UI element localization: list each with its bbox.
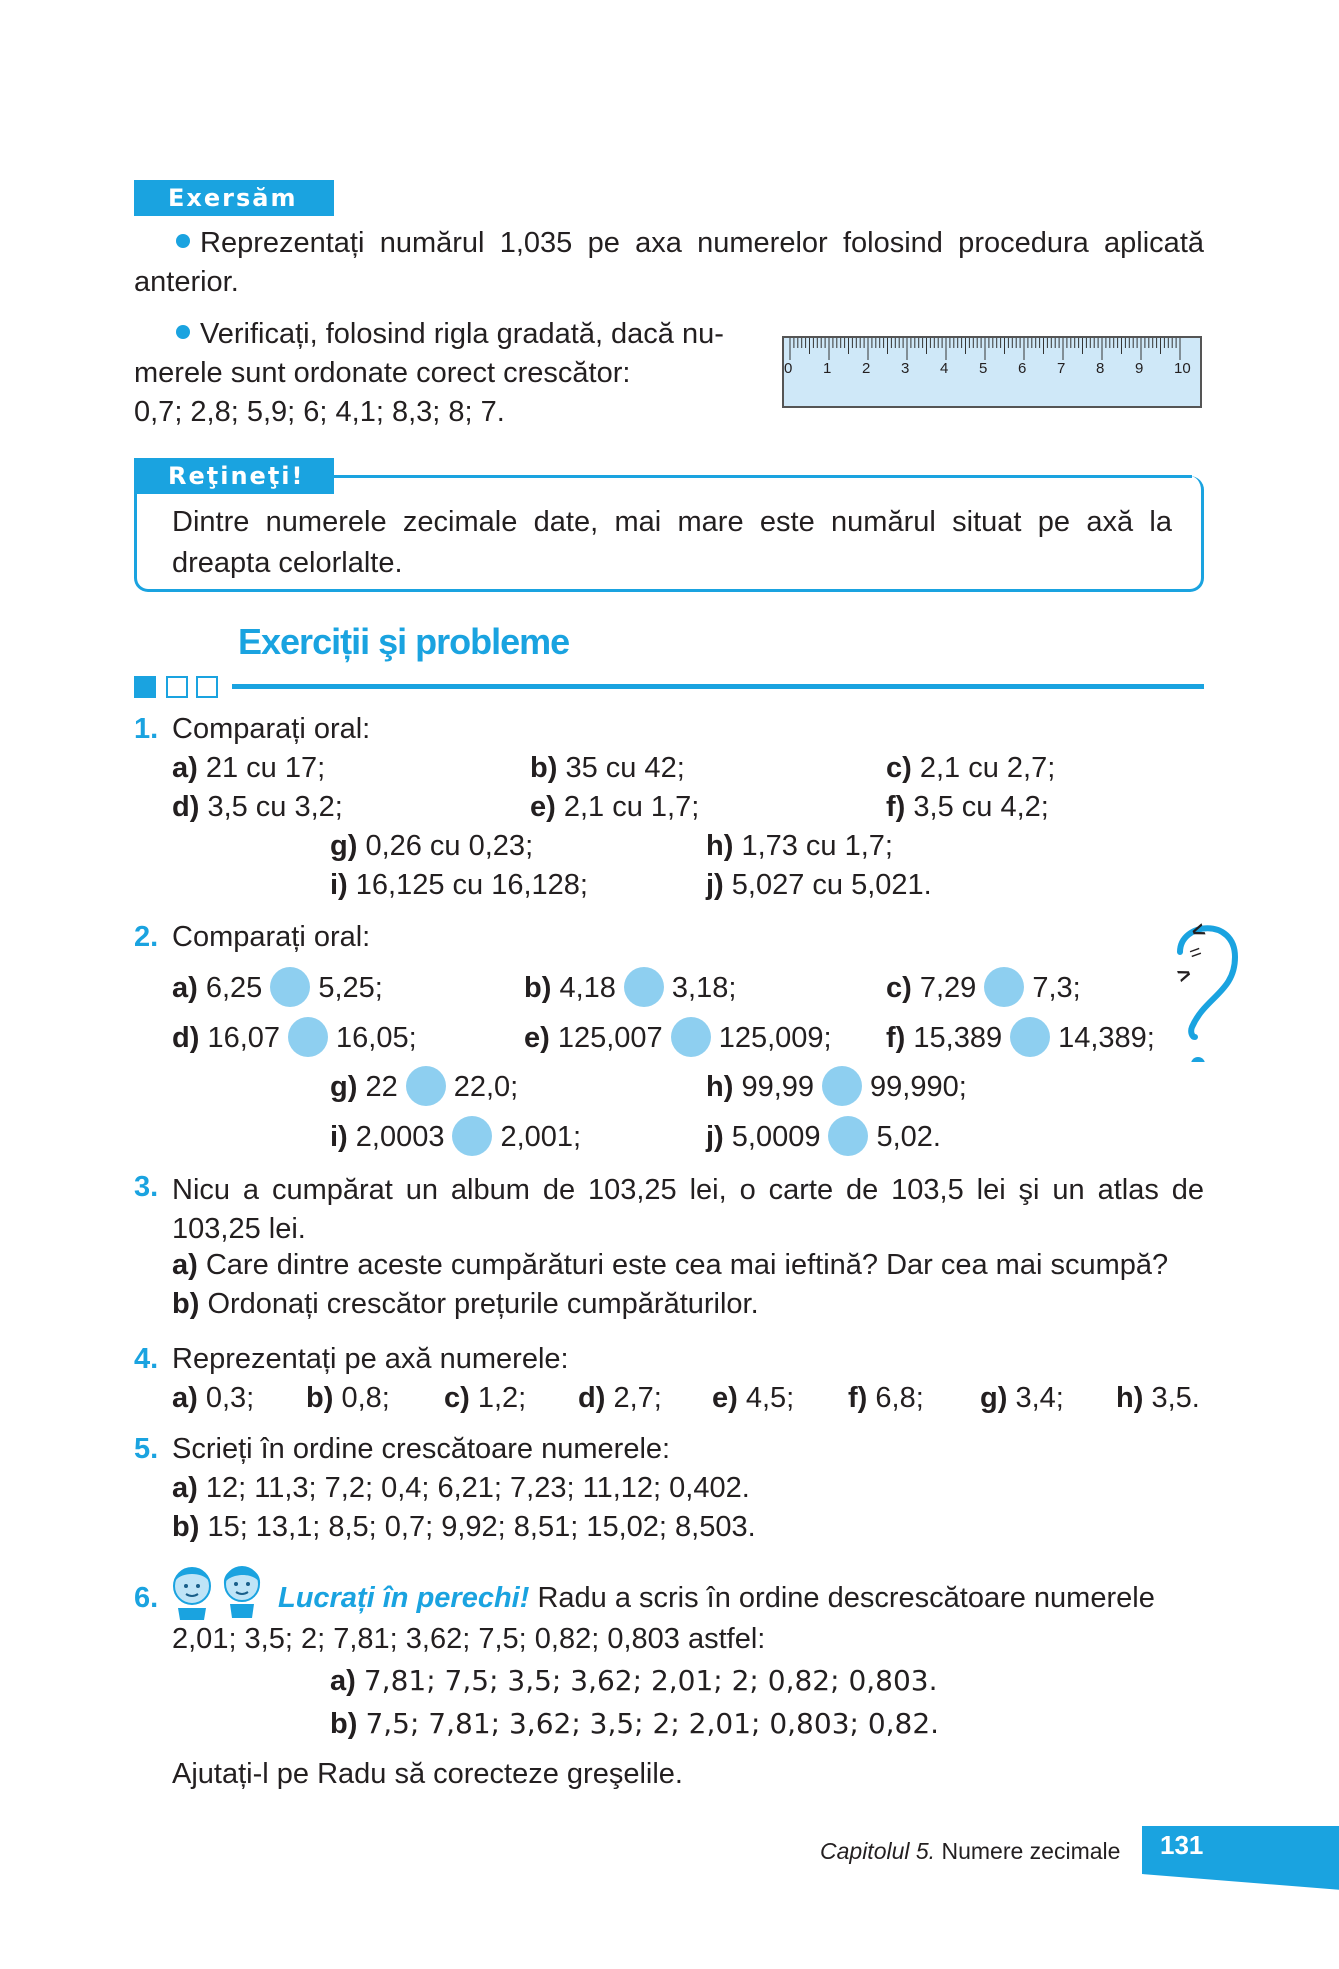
ex1-item — [706, 869, 932, 902]
item-letter: f) — [886, 791, 906, 823]
ex4-text: Reprezentați pe axă numerele: — [172, 1343, 569, 1375]
item-text: 3,5 cu 4,2; — [913, 791, 1049, 823]
item-letter: c) — [886, 972, 912, 1004]
item-letter: g) — [330, 830, 358, 862]
item-letter: e) — [530, 791, 556, 823]
ex2-item — [706, 1066, 967, 1108]
square-empty-icon — [166, 676, 188, 698]
ruler-label: 7 — [1057, 360, 1066, 377]
item-text: 6,8; — [875, 1382, 924, 1414]
ex1-item — [330, 830, 533, 863]
ex1-item — [530, 752, 685, 785]
item-text: 2,7; — [613, 1382, 662, 1414]
item-right: 2,001; — [500, 1121, 582, 1153]
item-letter: h) — [706, 1071, 734, 1103]
ruler-label: 1 — [823, 360, 832, 377]
item-left: 22 — [365, 1071, 398, 1103]
item-left: 99,99 — [741, 1071, 815, 1103]
item-right: 22,0; — [453, 1071, 519, 1103]
item-text: 0,3; — [205, 1382, 255, 1414]
item-text: 5,027 cu 5,021. — [731, 869, 932, 901]
compare-circle — [984, 967, 1024, 1007]
ex5-a: a) 12; 11,3; 7,2; 0,4; 6,21; 7,23; 11,12; 0,402. — [172, 1472, 750, 1504]
item-letter: a) — [172, 1382, 198, 1414]
item-left: 125,007 — [557, 1022, 663, 1054]
ex6-lead: Lucrați în perechi! — [278, 1582, 530, 1614]
item-letter: c) — [444, 1382, 470, 1414]
item-text: 3,4; — [1015, 1382, 1064, 1414]
ex4-item — [1116, 1382, 1200, 1415]
item-letter: b) — [306, 1382, 334, 1414]
item-text: 1,2; — [477, 1382, 527, 1414]
compare-circle — [822, 1066, 862, 1106]
ex1-item — [530, 791, 699, 824]
ex6-number: 6. — [134, 1582, 159, 1614]
compare-circle — [270, 967, 310, 1007]
item-letter: f) — [848, 1382, 868, 1414]
item-text: 2,1 cu 2,7; — [919, 752, 1056, 784]
ex4-item — [172, 1382, 254, 1415]
ex6-b: b) 7,5; 7,81; 3,62; 3,5; 2; 2,01; 0,803; 0,82. — [330, 1707, 940, 1740]
item-letter: g) — [330, 1071, 358, 1103]
compare-circle — [1010, 1017, 1050, 1057]
item-right: 3,18; — [671, 972, 737, 1004]
item-letter: i) — [330, 869, 348, 901]
ex1-item — [172, 791, 343, 824]
ex4-item — [980, 1382, 1064, 1415]
ex4-item — [578, 1382, 662, 1415]
item-text: 4,5; — [745, 1382, 795, 1414]
item-left: 4,18 — [559, 972, 616, 1004]
ex2-item — [524, 1017, 832, 1059]
item-left: 2,0003 — [355, 1121, 445, 1153]
section-title: Exerciții şi probleme — [238, 621, 570, 662]
ex2-item — [330, 1066, 518, 1108]
bullet-icon — [176, 234, 190, 248]
item-letter: b) — [524, 972, 552, 1004]
retineti-text: Dintre numerele zecimale date, mai mare este numărul situat pe axă la dreapta celorlalte. — [172, 506, 1172, 579]
ruler-label: 5 — [979, 360, 988, 377]
ex5-number: 5. — [134, 1433, 159, 1465]
ex1-item — [172, 752, 325, 785]
ex6-a: a) 7,81; 7,5; 3,5; 3,62; 2,01; 2; 0,82; 0,803. — [330, 1664, 938, 1697]
ex6-end: Ajutați-l pe Radu să corecteze greşelile. — [172, 1758, 683, 1790]
item-left: 16,07 — [207, 1022, 281, 1054]
item-letter: d) — [172, 1022, 200, 1054]
section-rule — [232, 684, 1204, 689]
item-letter: i) — [330, 1121, 348, 1153]
ruler-label: 9 — [1135, 360, 1144, 377]
item-text: 1,73 cu 1,7; — [741, 830, 893, 862]
item-letter: j) — [706, 1121, 724, 1153]
compare-circle — [671, 1017, 711, 1057]
ruler — [782, 336, 1202, 408]
item-letter: h) — [1116, 1382, 1144, 1414]
item-letter: a) — [172, 972, 198, 1004]
item-letter: d) — [578, 1382, 606, 1414]
ex2-item — [706, 1116, 941, 1158]
item-right: 16,05; — [336, 1022, 417, 1054]
footer-chapter: Capitolul 5. Numere zecimale — [820, 1838, 1121, 1864]
square-empty-icon — [196, 676, 218, 698]
square-filled-icon — [134, 676, 156, 698]
sym-less: < — [1187, 916, 1209, 945]
item-letter: e) — [524, 1022, 550, 1054]
retineti-tag: Reţineţi! — [134, 458, 334, 494]
ex4-item — [848, 1382, 924, 1415]
item-right: 99,990; — [870, 1071, 967, 1103]
ex1-number: 1. — [134, 713, 159, 745]
ex4-item — [444, 1382, 526, 1415]
ruler-label: 10 — [1174, 360, 1191, 377]
ex3-b: b) Ordonați crescător prețurile cumpărăturilor. — [172, 1288, 759, 1320]
compare-circle — [288, 1017, 328, 1057]
item-letter: h) — [706, 830, 734, 862]
ex4-number: 4. — [134, 1343, 159, 1375]
ex2-number: 2. — [134, 921, 159, 953]
ex2-item — [886, 967, 1081, 1009]
sym-greater: > — [1173, 960, 1195, 989]
item-text: 16,125 cu 16,128; — [355, 869, 588, 901]
exersam-tag: Exersăm — [134, 180, 334, 216]
compare-circle — [624, 967, 664, 1007]
item-left: 15,389 — [913, 1022, 1003, 1054]
item-text: 3,5. — [1151, 1382, 1200, 1414]
item-right: 7,3; — [1032, 972, 1081, 1004]
exersam-p1: Reprezentați numărul 1,035 pe axa numerelor folosind procedura aplicată anterior. — [134, 227, 1204, 298]
sym-eq: = — [1186, 940, 1205, 966]
ex2-item — [172, 1017, 417, 1059]
compare-circle — [406, 1066, 446, 1106]
ex2-item — [886, 1017, 1155, 1059]
ex3-text: Nicu a cumpărat un album de 103,25 lei, o carte de 103,5 lei şi un atlas de 103,25 lei. — [172, 1174, 1204, 1245]
item-right: 14,389; — [1058, 1022, 1155, 1054]
ex1-item — [330, 869, 588, 902]
item-right: 5,25; — [318, 972, 383, 1004]
item-text: 21 cu 17; — [205, 752, 326, 784]
ex4-item — [306, 1382, 390, 1415]
compare-circle — [452, 1116, 492, 1156]
ruler-label: 3 — [901, 360, 910, 377]
ruler-label: 6 — [1018, 360, 1027, 377]
ruler-label: 2 — [862, 360, 871, 377]
ruler-label: 8 — [1096, 360, 1105, 377]
ex6-text1: Lucrați în perechi! Radu a scris în ordine descrescătoare numerele — [278, 1582, 1155, 1614]
item-text: 0,8; — [341, 1382, 390, 1414]
item-left: 7,29 — [919, 972, 977, 1004]
compare-circle — [828, 1116, 868, 1156]
ex3-a: a) Care dintre aceste cumpărături este cea mai ieftină? Dar cea mai scumpă? — [172, 1249, 1169, 1281]
item-letter: a) — [172, 752, 198, 784]
ex6-text2: 2,01; 3,5; 2; 7,81; 3,62; 7,5; 0,82; 0,803 astfel: — [172, 1623, 766, 1655]
ex1-item — [886, 791, 1049, 824]
ruler-label: 0 — [784, 360, 793, 377]
item-left: 6,25 — [205, 972, 263, 1004]
item-text: 0,26 cu 0,23; — [365, 830, 534, 862]
ex2-item — [172, 967, 383, 1009]
ex1-title: Comparați oral: — [172, 713, 371, 745]
item-letter: j) — [706, 869, 724, 901]
ex2-item — [330, 1116, 581, 1158]
item-letter: d) — [172, 791, 200, 823]
ex2-item — [524, 967, 736, 1009]
ex4-item — [712, 1382, 794, 1415]
bullet-icon — [176, 325, 190, 339]
ruler-label: 4 — [940, 360, 949, 377]
item-right: 5,02. — [876, 1121, 941, 1153]
item-letter: e) — [712, 1382, 738, 1414]
item-letter: g) — [980, 1382, 1008, 1414]
item-text: 2,1 cu 1,7; — [563, 791, 700, 823]
item-left: 5,0009 — [731, 1121, 821, 1153]
item-letter: b) — [530, 752, 558, 784]
exersam-p2: Verificați, folosind rigla gradată, dacă nu- merele sunt ordonate corect crescător: 0,7; 2,8; 5,9; 6; 4,1; 8,3; 8; 7. — [134, 318, 724, 428]
ex3-number: 3. — [134, 1171, 159, 1203]
item-right: 125,009; — [718, 1022, 832, 1054]
ex5-b: b) 15; 13,1; 8,5; 0,7; 9,92; 8,51; 15,02; 8,503. — [172, 1511, 756, 1543]
item-letter: c) — [886, 752, 912, 784]
ex1-item — [706, 830, 893, 863]
item-letter: f) — [886, 1022, 906, 1054]
ex5-text: Scrieți în ordine crescătoare numerele: — [172, 1433, 671, 1465]
item-text: 3,5 cu 3,2; — [207, 791, 343, 823]
ex1-item — [886, 752, 1055, 785]
page-number: 131 — [1160, 1830, 1204, 1860]
children-icon — [168, 1560, 268, 1622]
ex2-title: Comparați oral: — [172, 921, 371, 953]
item-text: 35 cu 42; — [565, 752, 685, 784]
